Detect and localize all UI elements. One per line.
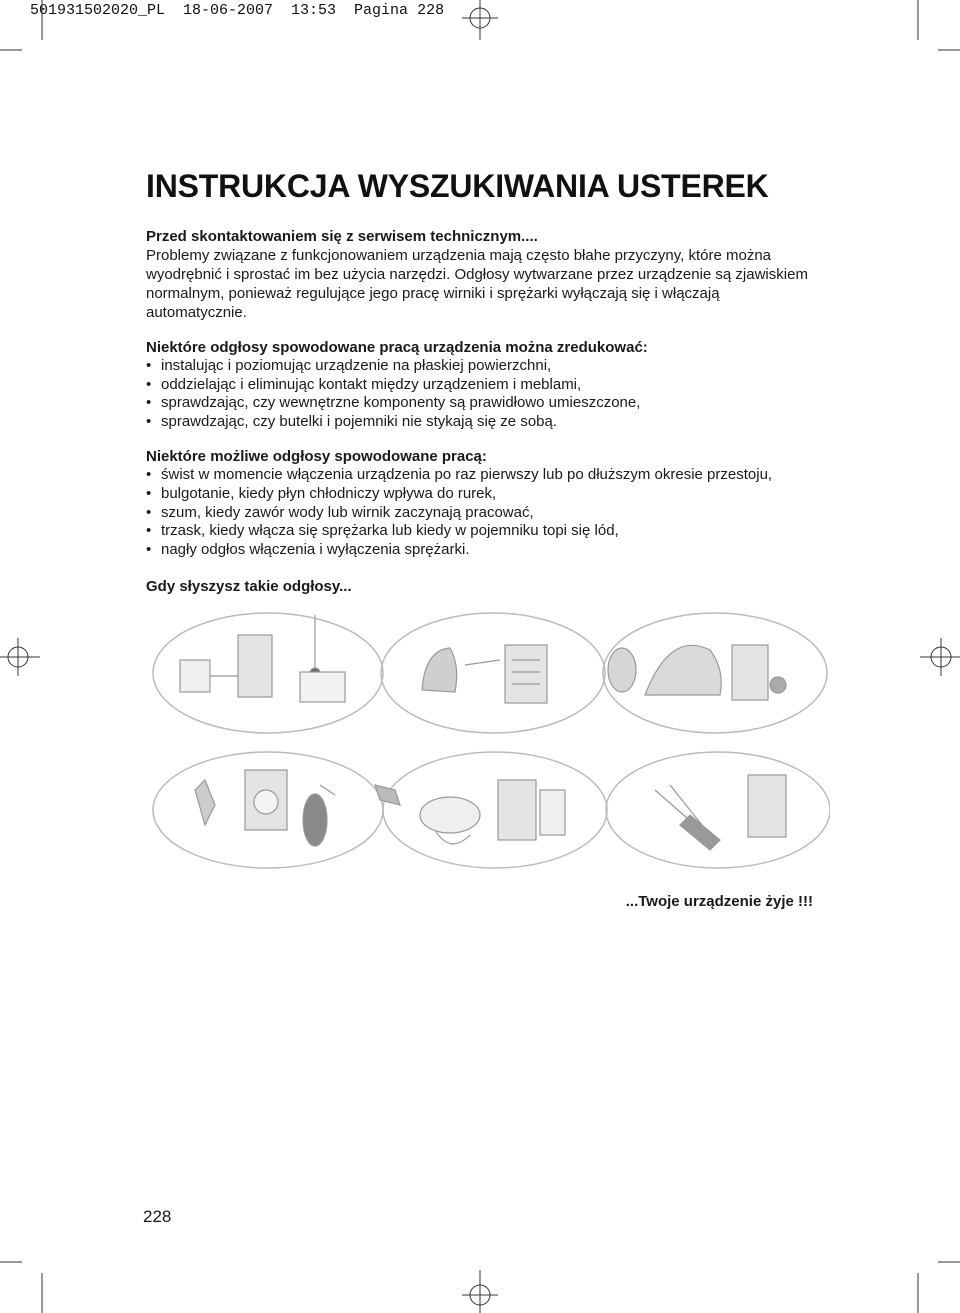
list-item: • sprawdzając, czy butelki i pojemniki nie stykają się ze sobą. [146, 413, 816, 432]
illustration-oval-6 [606, 752, 830, 868]
answer-text: ...Twoje urządzenie żyje !!! [625, 893, 813, 910]
print-slug: 501931502020_PL 18-06-2007 13:53 Pagina 228 [30, 2, 445, 19]
intro-body: Problemy związane z funkcjonowaniem urządzenia mają często błahe przyczyny, które można wyodrębnić i sprostać im bez użycia narzędzi. Odgłosy wytwarzane przez urządzenie są zjawiskiem normalnym, ponieważ regulujące jego pracę wirniki i sprężarki wyłączają się i włączają automatycznie. [146, 247, 808, 321]
list-item: • trzask, kiedy włącza się sprężarka lub kiedy w pojemniku topi się lód, [146, 522, 816, 541]
possible-heading: Niektóre możliwe odgłosy spowodowane pracą: [146, 448, 487, 466]
page-title: INSTRUKCJA WYSZUKIWANIA USTEREK [146, 168, 769, 204]
main-content [146, 168, 816, 596]
illustration-oval-5 [383, 752, 607, 868]
illustration-oval-2 [381, 613, 605, 733]
list-item: • bulgotanie, kiedy płyn chłodniczy wpływa do rurek, [146, 485, 816, 504]
question-text: Gdy słyszysz takie odgłosy... [146, 578, 352, 596]
list-item: • sprawdzając, czy wewnętrzne komponenty są prawidłowo umieszczone, [146, 394, 816, 413]
possible-section [146, 447, 816, 559]
reduce-list [146, 357, 816, 431]
list-item: • szum, kiedy zawór wody lub wirnik zaczynają pracować, [146, 504, 816, 523]
list-item: • instalując i poziomując urządzenie na płaskiej powierzchni, [146, 357, 816, 376]
possible-list [146, 466, 816, 559]
intro-heading: Przed skontaktowaniem się z serwisem technicznym.... [146, 228, 538, 245]
noise-illustrations [150, 610, 830, 870]
list-item: • świst w momencie włączenia urządzenia po raz pierwszy lub po dłuższym okresie przestoju, [146, 466, 816, 485]
reduce-heading: Niektóre odgłosy spowodowane pracą urządzenia można zredukować: [146, 339, 648, 356]
reduce-section [146, 338, 816, 431]
page-number: 228 [143, 1207, 172, 1226]
list-item: • nagły odgłos włączenia i wyłączenia sprężarki. [146, 541, 816, 560]
list-item: • oddzielając i eliminując kontakt między urządzeniem i meblami, [146, 376, 816, 395]
